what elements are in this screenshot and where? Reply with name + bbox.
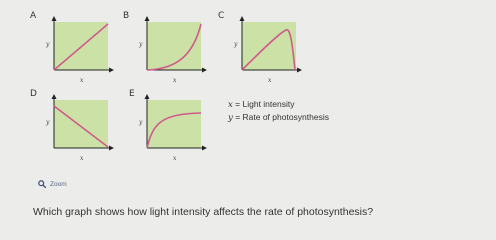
legend-y-row bbox=[228, 111, 329, 124]
graph-c[interactable] bbox=[216, 8, 304, 88]
graph-d[interactable] bbox=[28, 86, 116, 166]
graph-a-letter: A bbox=[30, 11, 37, 21]
graph-c-x-label: x bbox=[268, 77, 272, 84]
graph-e-fill bbox=[147, 100, 201, 148]
graph-a-y-label: y bbox=[46, 41, 50, 48]
graph-e-y-label: y bbox=[139, 119, 143, 126]
graph-b-letter: B bbox=[123, 11, 130, 21]
magnifier-icon bbox=[38, 180, 46, 188]
legend-x-desc: = Light intensity bbox=[235, 99, 295, 109]
graph-b-y-label: y bbox=[139, 41, 143, 48]
zoom-button[interactable] bbox=[38, 180, 67, 188]
graph-d-y-label: y bbox=[46, 119, 50, 126]
graph-e-letter: E bbox=[129, 89, 135, 99]
legend-y-desc: = Rate of photosynthesis bbox=[235, 112, 329, 122]
graph-a-x-label: x bbox=[80, 77, 84, 84]
graph-e[interactable] bbox=[121, 86, 209, 166]
legend-y-var: y bbox=[228, 113, 233, 123]
graph-b[interactable] bbox=[121, 8, 209, 88]
legend-x-row bbox=[228, 98, 329, 111]
graph-c-letter: C bbox=[218, 11, 225, 21]
graph-d-letter: D bbox=[30, 89, 37, 99]
variable-legend bbox=[228, 98, 329, 124]
graph-e-x-label: x bbox=[173, 155, 177, 162]
question-text: Which graph shows how light intensity affects the rate of photosynthesis? bbox=[33, 206, 374, 218]
graph-c-y-label: y bbox=[234, 41, 238, 48]
graph-b-x-label: x bbox=[173, 77, 177, 84]
zoom-label: Zoom bbox=[50, 180, 67, 188]
graph-d-x-label: x bbox=[80, 155, 84, 162]
legend-x-var: x bbox=[228, 100, 233, 110]
graph-a[interactable] bbox=[28, 8, 116, 88]
